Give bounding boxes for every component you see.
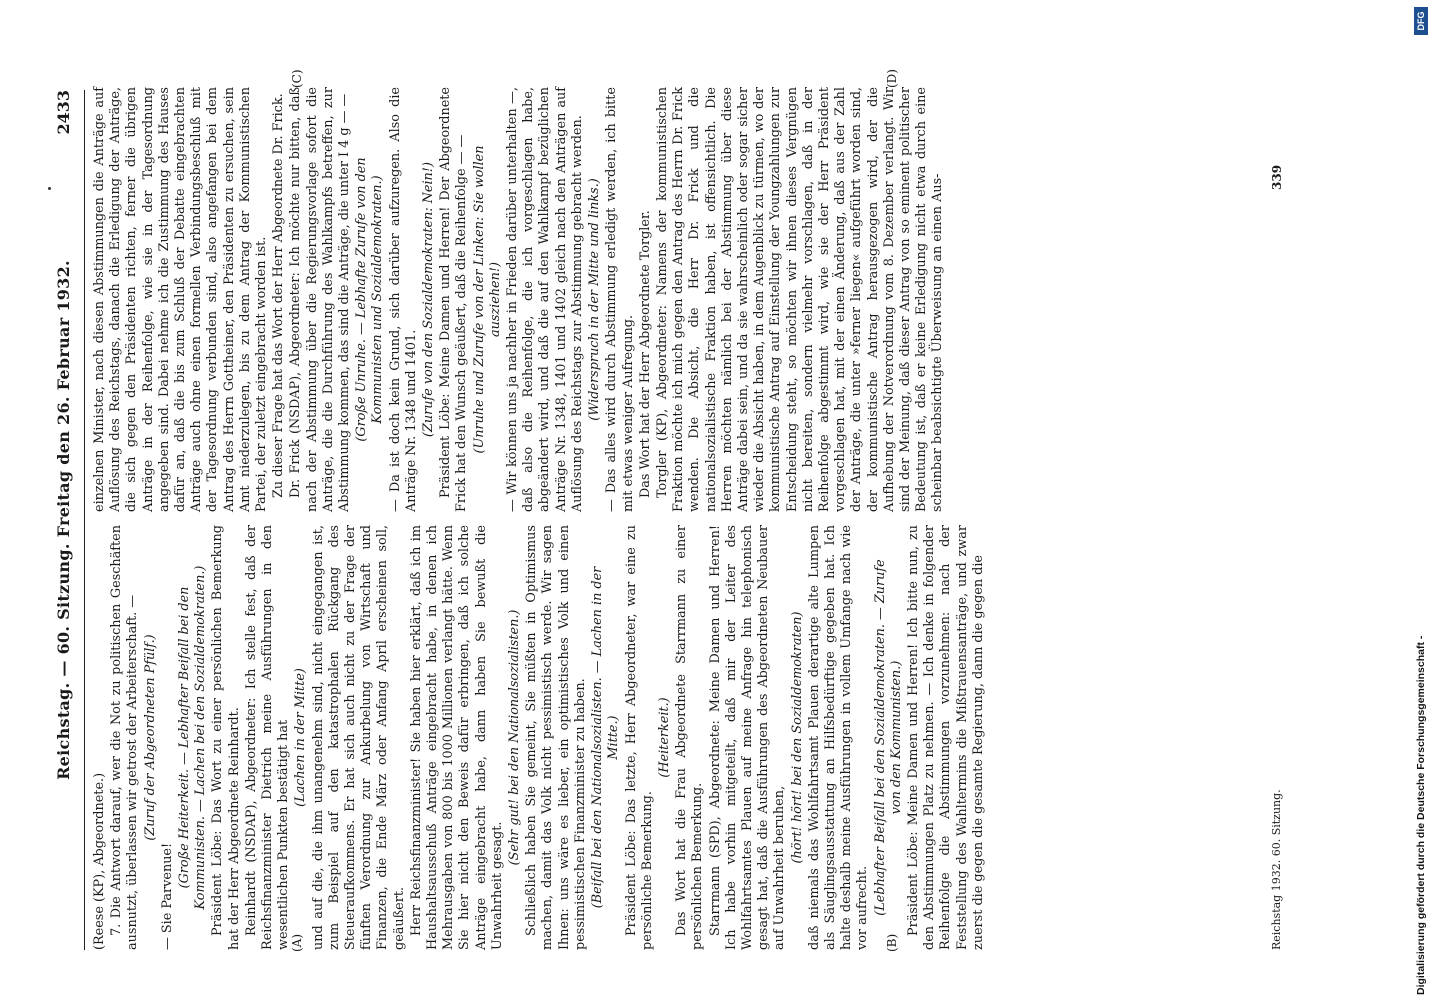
paragraph: — Sie Parvenue! (159, 842, 175, 950)
paragraph: (Große Heiterkeit. — Lebhafter Beifall bei den Kommunisten. — Lachen bei den Sozialdemokraten.) (177, 565, 209, 910)
paragraph: (Lebhafter Beifall bei den Sozialdemokraten. — Zurufe von den Kommunisten.) (872, 559, 904, 916)
page-speck (48, 187, 51, 190)
paragraph: Reinhardt (NSDAP), Abgeordneter: Ich stelle fest, daß der Reichsfinanzminister Dietrich meine Ausführungen in den wesentlichen Punkten bestätigt hat (243, 525, 292, 950)
paragraph: (Sehr gut! bei den Nationalsozialisten.) (507, 609, 523, 866)
paragraph: (Widerspruch in der Mitte und links.) (587, 178, 603, 421)
paragraph: Präsident Löbe: Meine Damen und Herren! Der Abgeordnete Frick hat den Wunsch geäußert, daß die Reihenfolge — — (438, 87, 470, 512)
paragraph: Herr Reichsfinanzminister! Sie haben hier erklärt, daß ich im Haushaltsausschuß Anträge eingebracht habe, in denen ich Mehrausgaben von 800 bis 1000 Millionen verlangt hätte. Wenn Sie hier nicht den Beweis dafür erbringen, daß ich solche Anträge eingebracht habe, dann haben Sie bewußt die Unwahrheit gesagt. (408, 525, 505, 950)
header-rule (84, 90, 85, 950)
paragraph: (Lachen in der Mitte) (293, 668, 309, 807)
paragraph: (Unruhe und Zurufe von der Linken: Sie wollen ausziehen!) (471, 145, 503, 454)
paragraph: Präsident Löbe: Das letzte, Herr Abgeordneter, war eine zu persönliche Bemerkung. (623, 525, 655, 950)
paragraph: Dr. Frick (NSDAP), Abgeordneter: Ich möchte nur bitten, daß nach der Abstimmung über die Regierungsvorlage sofort die Anträge, die die Durchführung des Wahlkampfs betreffen, zur Abstimmung kommen, das sind die Anträge, die unter I 4 g — — (288, 87, 353, 512)
page-header (54, 90, 84, 950)
paragraph: Starrmann (SPD), Abgeordnete: Meine Damen und Herren! Ich habe vorhin mitgeteilt, daß mir der Leiter des Wohlfahrtsamtes Plauen auf meine Anfrage hin telephonisch gesagt hat, daß die Ausführungen des Abgeordneten Neubauer auf Unwahrheit beruhen, (707, 525, 788, 950)
paragraph: — Wir können uns ja nachher in Frieden darüber unterhalten —, daß also die Reihenfolge, die ich vorgeschlagen habe, abgeändert wird, und daß die auf den Wahlkampf bezüglichen Anträge Nr. 1348, 1401 und 1402 gleich nach den Anträgen auf Auflösung des Reichstags zur Abstimmung gebracht werden. (505, 87, 585, 512)
dfg-logo: DFG (1414, 7, 1428, 35)
margin-mark-d: (D) (885, 69, 899, 88)
paragraph: (Zurufe von den Sozialdemokraten: Nein!) (421, 162, 437, 437)
page-number: 2433 (54, 90, 73, 135)
paragraph: (Große Unruhe. — Lebhafte Zurufe von den Kommunisten und Sozialdemokraten.) (354, 157, 386, 442)
rotated-page (40, 70, 1285, 950)
footer-reference: Reichstag 1932. 60. Sitzung. (1270, 789, 1283, 950)
paragraph: und auf die, die ihm unangenehm sind, nicht eingegangen ist, zum Beispiel auf den katastrophalen Rückgang des Steueraufkommens. Er hat sich auch nicht zu der Frage der fünften Verordnung zur Ankurbelung von Wirtschaft und Finanzen, die Ende März oder Anfang April erscheinen soll, geäußert. (310, 525, 407, 950)
paragraph: (hört! hört! bei den Sozialdemokraten) (789, 611, 805, 864)
paragraph: Zu dieser Frage hat das Wort der Herr Abgeordnete Dr. Frick. (271, 93, 287, 498)
page-title: Reichstag. — 60. Sitzung. Freitag den 26. Februar 1932. (54, 260, 73, 780)
paragraph: Das Wort hat die Frau Abgeordnete Starrmann zu einer persönlichen Bemerkung. (674, 525, 706, 950)
paragraph: Präsident Löbe: Das Wort zu einer persönlichen Bemerkung hat der Herr Abgeordnete Reinhardt. (210, 525, 242, 950)
margin-mark-c: (C) (290, 69, 304, 88)
digitization-text: Digitalisierung gefördert durch die Deutsche Forschungsgemeinschaft - (1415, 635, 1427, 995)
paragraph: Präsident Löbe: Meine Damen und Herren! Ich bitte nun, zu den Abstimmungen Platz zu nehmen. — Ich denke in folgender Reihenfolge die Abstimmungen vorzunehmen: nach der Feststellung des Wahltermins die Mißtrauensanträge, und zwar zuerst die gegen die gesamte Regierung, dann die gegen die (905, 525, 986, 950)
paragraph: Schließlich haben Sie gemeint, Sie müßten in Optimismus machen, damit das Volk nicht pessimistisch werde. Wir sagen Ihnen: uns wäre es lieber, ein optimistisches Volk und einen pessimistischen Finanzminister zu haben. (524, 525, 588, 950)
margin-mark-b: (B) (885, 933, 899, 952)
digitization-notice (1414, 5, 1430, 995)
paragraph: daß niemals das Wohlfahrtsamt Plauen derartige alte Lumpen als Säuglingsausstattung an Hilfsbedürftige gegeben hat. Ich halte deshalb meine Ausführungen in vollem Umfange nach wie vor aufrecht. (806, 525, 871, 950)
paragraph: Das Wort hat der Herr Abgeordnete Torgler. (637, 210, 653, 498)
left-column (92, 525, 988, 950)
paragraph: (Heiterkeit.) (656, 697, 672, 778)
paragraph: (Zuruf der Abgeordneten Pfülf.) (142, 634, 158, 841)
paragraph: Torgler (KP), Abgeordneter: Namens der kommunistischen Fraktion möchte ich mich gegen den Antrag des Herrn Dr. Frick wenden. Die Absicht, die Herr Dr. Frick und die nationalsozialistische Fraktion haben, ist offensichtlich. Die Herren möchten nämlich bei der Abstimmung über diese Anträge dabei sein, und da sie wahrscheinlich oder sogar sicher wieder die Absicht haben, in dem Augenblick zu türmen, wo der kommunistische Antrag auf Einstellung der Youngzahlungen zur Entscheidung steht, so möchten wir ihnen dieses Vergnügen nicht bereiten, sondern vielmehr vorschlagen, daß in der Reihenfolge abgestimmt wird, wie sie der Herr Präsident vorgeschlagen hat, mit der einen Änderung, daß aus der Zahl der Anträge, die unter »ferner liegen« aufgeführt worden sind, der kommunistische Antrag herausgezogen wird, der die Aufhebung der Notverordnung vom 8. Dezember verlangt. Wir sind der Meinung, daß dieser Antrag von so eminent politischer Bedeutung ist, daß er keine Erledigung nicht etwa durch eine scheinbar beabsichtigte Überweisung an einen Aus- (654, 87, 946, 512)
margin-mark-a: (A) (290, 933, 304, 952)
paragraph: — Da ist doch kein Grund, sich darüber aufzuregen. Also die Anträge Nr. 1348 und 1401. (387, 87, 419, 512)
paragraph: 7. Die Antwort darauf, wer die Not zu politischen Geschäften ausnutzt, überlassen wir getrost der Arbeiterschaft. — (109, 525, 141, 950)
right-column (92, 87, 948, 512)
paragraph: (Beifall bei den Nationalsozialisten. — Lachen in der Mitte.) (590, 566, 622, 909)
paragraph: (Reese (KP), Abgeordnete.) (92, 772, 107, 950)
sheet-number: 339 (1270, 164, 1284, 190)
paragraph: — Das alles wird durch Abstimmung erledigt werden, ich bitte mit etwas weniger Aufregung. (604, 87, 636, 512)
paragraph: einzelnen Minister, nach diesen Abstimmungen die Anträge auf Auflösung des Reichstags, danach die Erledigung der Anträge, die sich gegen den Präsidenten richten, ferner die übrigen Anträge in der Reihenfolge, wie sie in der Tagesordnung angegeben sind. Dabei nehme ich die Zustimmung des Hauses dafür an, daß die bis zum Schluß der Debatte eingebrachten Anträge auch ohne einen formellen Verbindungsbeschluß mit der Tagesordnung verbunden sind, also angefangen bei dem Antrag des Herrn Gottheiner, den Präsidenten zu ersuchen, sein Amt niederzulegen, bis zu dem Antrag der Kommunistischen Partei, der zuletzt eingebracht worden ist. (92, 87, 270, 512)
